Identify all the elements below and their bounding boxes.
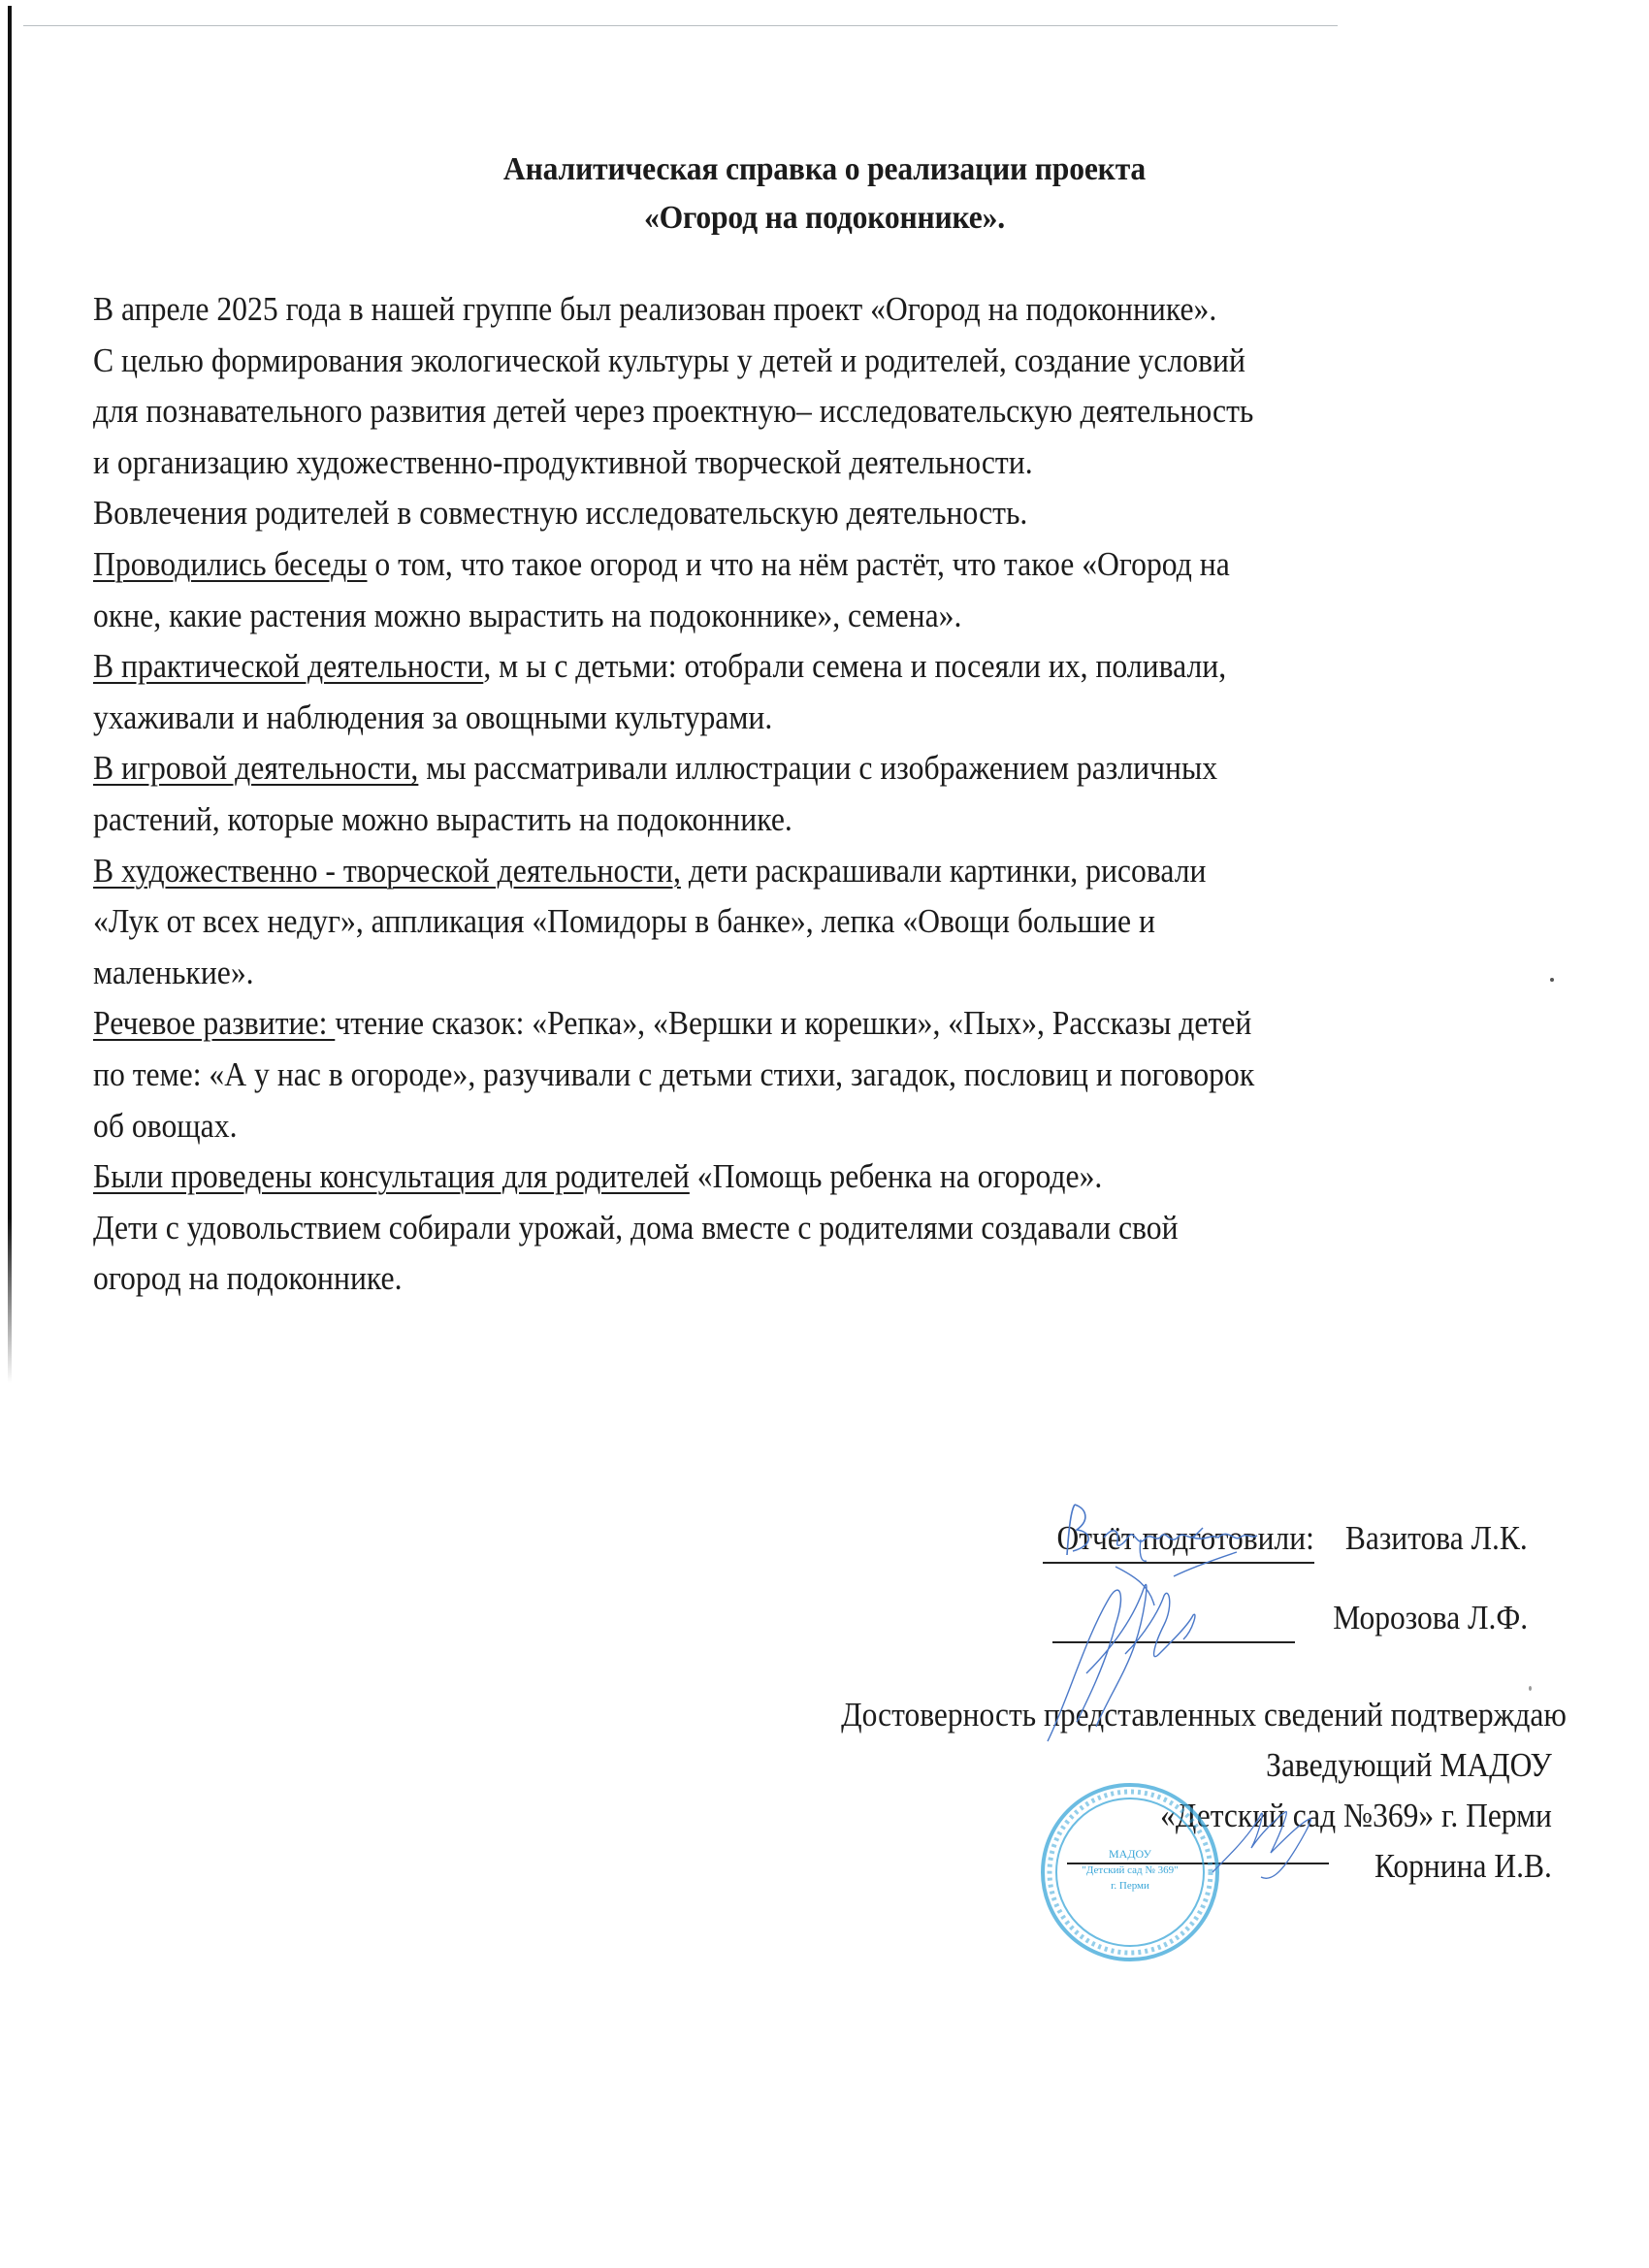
body-line [93,591,1428,642]
head-name: Корнина И.В. [1374,1847,1552,1885]
underlined-heading: В практической деятельности [93,647,484,686]
body-text: мы рассматривали иллюстрации с изображением различных [418,749,1218,788]
underlined-heading: Речевое развитие: [93,1004,336,1043]
signer-1-name: Вазитова Л.К. [1345,1519,1528,1557]
institution-name: «Детский сад №369» г. Перми [1160,1797,1552,1834]
body-text: об овощах. [93,1106,238,1145]
body-text: С целью формирования экологической культуры у детей и родителей, создание условий [93,340,1245,379]
body-text: о том, что такое огород и что на нём растёт, что такое «Огород на [367,544,1230,583]
underlined-heading: В художественно - творческой деятельности, [93,851,681,890]
body-line [93,641,1428,693]
body-line [93,386,1428,437]
body-line [93,488,1428,539]
body-text: для познавательного развития детей через проектную– исследовательскую деятельность [93,392,1254,431]
body-text: ухаживали и наблюдения за овощными культурами. [93,697,773,736]
body-line [93,743,1428,794]
body-line [93,846,1428,897]
title-line-2: «Огород на подоконнике». [643,200,1005,236]
body-line [93,948,1428,999]
body-line [93,1253,1428,1305]
body-text: дети раскрашивали картинки, рисовали [680,851,1207,890]
stamp-line-3: г. Перми [1111,1880,1149,1892]
body-text: растений, которые можно вырастить на подоконнике. [93,799,792,838]
body-text: чтение сказок: «Репка», «Вершки и корешки», «Пых», Рассказы детей [335,1004,1252,1043]
body-text: Вовлечения родителей в совместную исследовательскую деятельность. [93,494,1028,533]
document-body [93,284,1568,1305]
body-line [93,336,1428,387]
stamp-line-2: "Детский сад № 369" [1082,1864,1179,1876]
body-line [93,896,1428,948]
body-line [93,1101,1428,1152]
document-title [0,146,1649,243]
signature-kornina [1203,1804,1348,1892]
body-line [93,998,1428,1050]
confirm-text: Достоверность представленных сведений подтверждаю [841,1696,1567,1733]
title-line-1: Аналитическая справка о реализации проекта [502,151,1147,187]
stamp-line-1: МАДОУ [1108,1847,1152,1861]
body-text: окне, какие растения можно вырастить на подоконнике», семена». [93,596,962,634]
body-line [93,1203,1428,1254]
body-text: «Лук от всех недуг», аппликация «Помидоры в банке», лепка «Овощи большие и [93,902,1155,941]
signature-morozova [1028,1557,1251,1751]
body-line [93,1151,1428,1203]
underlined-heading: Проводились беседы [93,544,368,583]
body-text: В апреле 2025 года в нашей группе был реализован проект «Огород на подоконнике». [93,290,1217,328]
body-line [93,693,1428,744]
body-text: по теме: «А у нас в огороде», разучивали с детьми стихи, загадок, пословиц и поговорок [93,1054,1255,1093]
body-line [93,437,1428,489]
head-position: Заведующий МАДОУ [1266,1746,1552,1784]
signer-2-name: Морозова Л.Ф. [1333,1599,1528,1636]
prepared-label-text: Отчёт подготовили: [1056,1519,1314,1557]
body-line [93,284,1428,336]
body-text: , м ы с детьми: отобрали семена и посеяли их, поливали, [483,647,1227,686]
body-line [93,539,1428,591]
body-text: «Помощь ребенка на огороде». [689,1157,1103,1196]
body-text: огород на подоконнике. [93,1259,403,1298]
underlined-heading: В игровой деятельности, [93,749,419,788]
scan-top-line [23,25,1338,26]
body-line [93,1050,1428,1101]
scan-speck [1550,978,1554,982]
scan-speck [1529,1686,1532,1691]
official-stamp [1033,1775,1227,1969]
body-text: маленькие». [93,953,254,991]
body-line [93,794,1428,846]
body-text: и организацию художественно-продуктивной творческой деятельности. [93,442,1033,481]
body-text: Дети с удовольствием собирали урожай, дома вместе с родителями создавали свой [93,1208,1179,1247]
underlined-heading: Были проведены консультация для родителей [93,1157,690,1196]
